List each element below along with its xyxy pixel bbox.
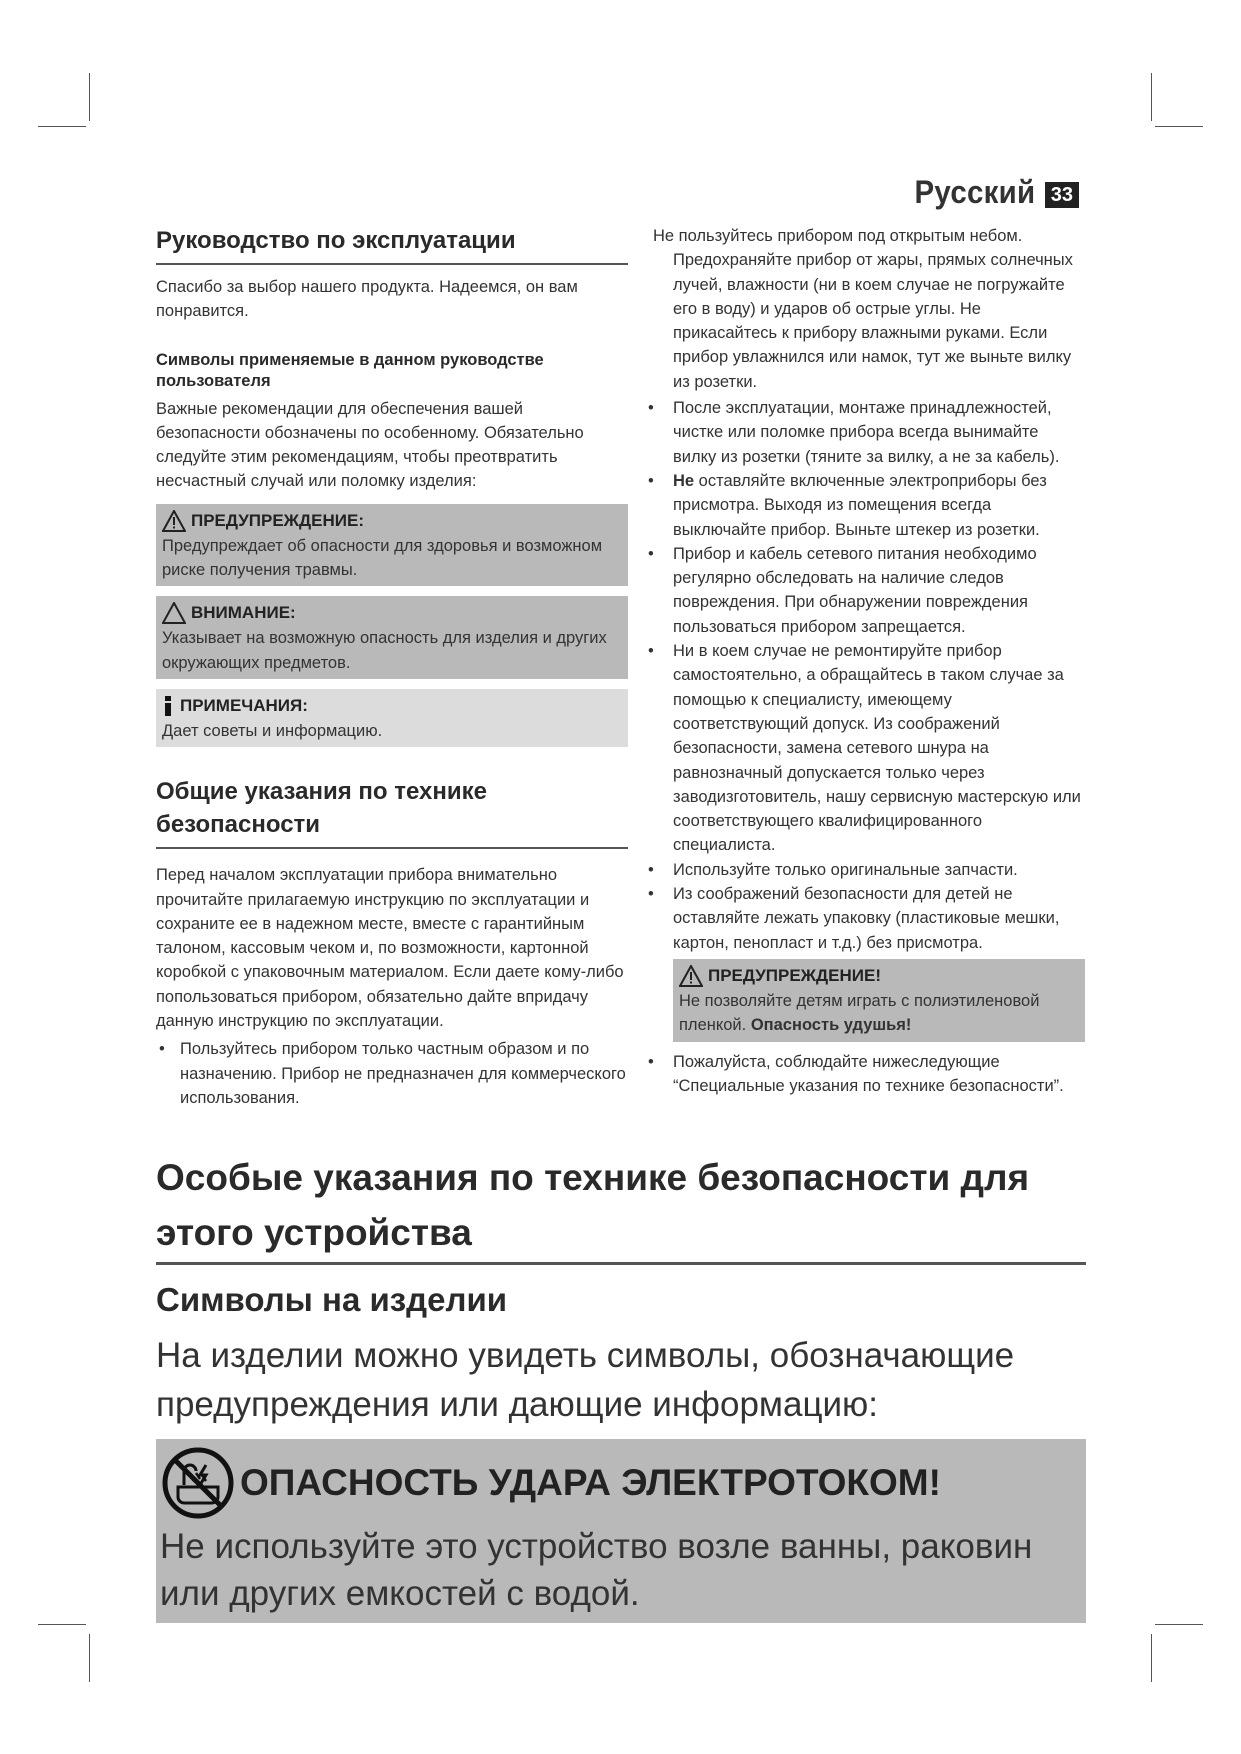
list-item: • Прибор и кабель сетевого питания необходимо регулярно обследовать на наличие следов повреждения. При обнаружении повреждения пользоваться прибором запрещается. [648,544,1037,636]
list-item: • После эксплуатации, монтаже принадлежностей, чистке или поломке прибора всегда вынимайте вилку из розетки (тяните за вилку, а не за кабель). [648,399,1060,466]
warning-title: ПРЕДУПРЕЖДЕНИЕ! [708,965,881,985]
page-number: 33 [1045,182,1079,208]
bullet-dot: • [159,1040,165,1059]
bullet-list [156,1037,628,1110]
list-item: • Из соображений безопасности для детей не оставляйте лежать упаковку (пластиковые мешки, картон, пенопласт и т.д.) без присмотра. [648,885,1060,952]
bullet-text: Ни в коем случае не ремонтируйте прибор самостоятельно, а обращайтесь в таком случае за помощью к специалисту, имеющему соответствующий допуск. Из соображений безопасности, замена сетевого шнура на равнозначный допускается только через заводизготовитель, нашу сервисную мастерскую или соответствующего квалифицированного специалиста. [673,642,1081,855]
divider [156,263,628,265]
bullet-text: Используйте только оригинальные запчасти. [673,860,1018,879]
list-item: • Используйте только оригинальные запчасти. [648,860,1018,879]
bullet-text: Пользуйтесь прибором только частным образом и по назначению. Прибор не предназначен для коммерческого использования. [180,1040,626,1107]
caution-box [156,596,628,679]
right-column [645,224,1085,1098]
bullet-text: Из соображений безопасности для детей не оставляйте лежать упаковку (пластиковые мешки, картон, пенопласт и т.д.) без присмотра. [673,885,1060,952]
warning-text: Не позволяйте детям играть с полиэтиленовой пленкой. [679,991,1040,1035]
crop-mark [38,126,86,127]
crop-mark [1151,1634,1152,1682]
bullet-text: Пожалуйста, соблюдайте нижеследующие “Специальные указания по технике безопасности”. [673,1052,1064,1095]
caution-text: Указывает на возможную опасность для изделия и других окружающих предметов. [162,629,607,672]
warning-title: ПРЕДУПРЕЖДЕНИЕ: [191,510,364,530]
bullet-list [645,1050,1085,1099]
warning-text: Предупреждает об опасности для здоровья и возможном риске получения травмы. [162,536,603,580]
product-symbols-title: Символы на изделии [156,1281,508,1318]
general-safety-title: Общие указания по технике безопасности [156,778,487,839]
note-box [156,689,628,747]
list-item [156,1037,628,1110]
bullet-text: После эксплуатации, монтаже принадлежностей, чистке или поломке прибора всегда вынимайте вилку из розетки (тяните за вилку, а не за кабель). [673,399,1060,466]
note-text: Дает советы и информацию. [162,721,383,740]
warning-box [156,504,628,587]
electric-shock-title: ОПАСНОСТЬ УДАРА ЭЛЕКТРОТОКОМ! [240,1462,941,1503]
children-warning-box [673,959,1085,1042]
list-item: • Не оставляйте включенные электроприборы без присмотра. Выходя из помещения всегда выключайте прибор. Выньте штекер из розетки. [648,471,1047,539]
info-icon [162,695,174,717]
warning-triangle-icon [679,965,703,987]
special-safety-title: Особые указания по технике безопасности для этого устройства [156,1157,1030,1253]
intro-text: Спасибо за выбор нашего продукта. Надеемся, он вам понравится. [156,278,578,321]
crop-mark [1155,126,1203,127]
crop-mark [89,1634,90,1682]
language-label: Русский [914,174,1035,210]
bullet-bold: Не [673,471,695,490]
warning-triangle-icon [162,510,186,532]
bullet-text: оставляйте включенные электроприборы без присмотра. Выходя из помещения всегда выключайте прибор. Выньте штекер из розетки. [673,471,1047,539]
crop-mark [38,1624,86,1625]
list-item: • Ни в коем случае не ремонтируйте прибор самостоятельно, а обращайтесь в таком случае за помощью к специалисту, имеющему соответствующий допуск. Из соображений безопасности, замена сетевого шнура на равнозначный допускается только через заводизготовитель, нашу сервисную мастерскую или соответствующего квалифицированного специалиста. [648,642,1081,855]
divider [156,847,628,849]
electric-shock-box [156,1439,1086,1623]
special-safety-section [156,1150,1086,1623]
caution-title: ВНИМАНИЕ: [191,603,296,623]
electric-shock-text: Не используйте это устройство возле ванны, раковин или других емкостей с водой. [160,1527,1033,1613]
general-safety-text: Перед началом эксплуатации прибора внимательно прочитайте прилагаемую инструкцию по эксплуатации и сохраните ее в надежном месте, вместе с гарантийным талоном, кассовым чеком и, по возможности, картонной коробкой с упаковочным материалом. Если даете кому-либо попользоваться прибором, обязательно дайте впридачу данную инструкцию по эксплуатации. [156,866,624,1031]
symbols-text: Важные рекомендации для обеспечения вашей безопасности обозначены по особенному. Обязательно следуйте этим рекомендациям, чтобы преотвратить несчастный случай или поломку изделия: [156,399,584,491]
outdoor-warning-text: Не пользуйтесь прибором под открытым небом. Предохраняйте прибор от жары, прямых солнечных лучей, влажности (ни в коем случае не погружайте его в воду) и ударов об острые углы. Не прикасайтесь к прибору влажными руками. Если прибор увлажнился или намок, тут же выньте вилку из розетки. [653,227,1073,391]
crop-mark [1151,73,1152,121]
caution-triangle-icon [162,602,186,624]
note-title: ПРИМЕЧАНИЯ: [180,695,308,715]
no-water-bath-icon [160,1445,236,1521]
crop-mark [89,73,90,121]
safety-bullet-list [645,396,1085,955]
symbols-heading: Символы применяемые в данном руководстве пользователя [156,350,544,390]
divider [156,1262,1086,1265]
manual-title: Руководство по эксплуатации [156,227,516,254]
warning-text-bold: Опасность удушья! [750,1016,912,1035]
crop-mark [1155,1624,1203,1625]
bullet-text: Прибор и кабель сетевого питания необходимо регулярно обследовать на наличие следов повреждения. При обнаружении повреждения пользоваться прибором запрещается. [673,544,1037,636]
list-item: • Пожалуйста, соблюдайте нижеследующие “Специальные указания по технике безопасности”. [648,1052,1064,1095]
product-symbols-text: На изделии можно увидеть символы, обозначающие предупреждения или дающие информацию: [156,1336,1015,1424]
left-column [156,224,628,1110]
page-header [905,174,1085,216]
